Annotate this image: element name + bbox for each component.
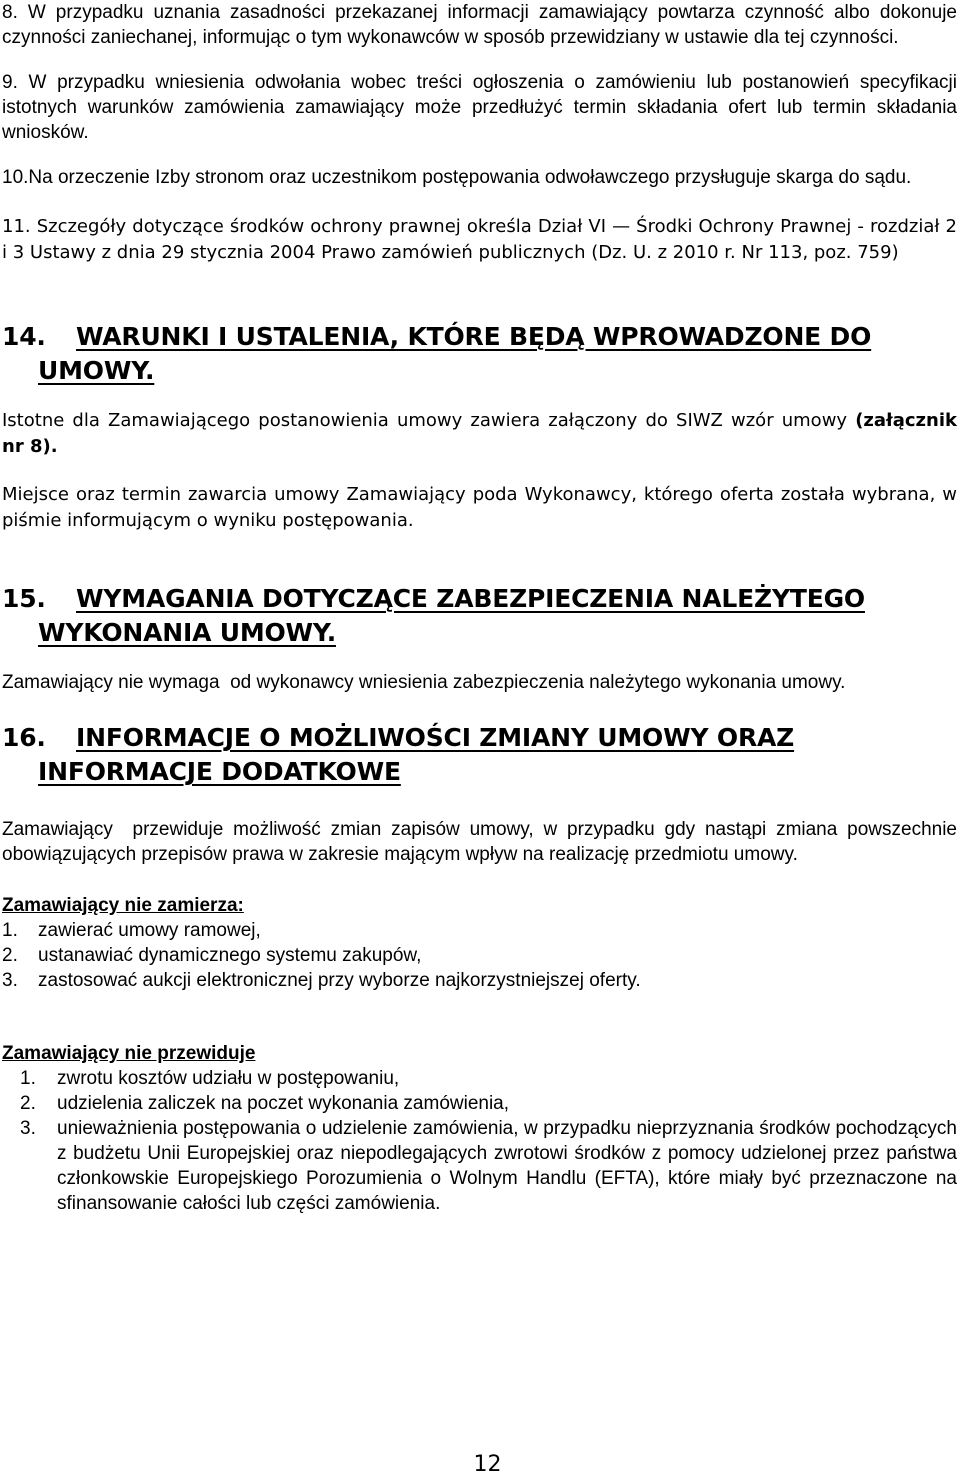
- document-page: [2, 0, 963, 1216]
- section-15-title-line1: WYMAGANIA DOTYCZĄCE ZABEZPIECZENIA NALEŻYTEGO: [76, 584, 865, 613]
- list-item: [2, 943, 957, 968]
- section-16-paragraph: Zamawiający przewiduje możliwość zmian zapisów umowy, w przypadku gdy nastąpi zmiana powszechnie obowiązujących przepisów prawa w zakresie mającym wpływ na realizację przedmiotu umowy.: [2, 819, 963, 865]
- section-14-paragraph-2: Miejsce oraz termin zawarcia umowy Zamawiający poda Wykonawcy, którego oferta została wybrana, w piśmie informującym o wyniku postępowania.: [2, 484, 957, 531]
- not-foresee-label: [2, 1041, 957, 1066]
- paragraph-item-10: 10.Na orzeczenie Izby stronom oraz uczestnikom postępowania odwoławczego przysługuje skarga do sądu.: [2, 167, 912, 188]
- list-item-number: 1.: [20, 1068, 36, 1089]
- list-item-text: zastosować aukcji elektronicznej przy wyborze najkorzystniejszej oferty.: [38, 970, 641, 991]
- section-16-number: 16.: [2, 723, 46, 752]
- not-intend-label-text: Zamawiający nie zamierza:: [2, 895, 244, 916]
- section-15-title-line2: WYKONANIA UMOWY.: [38, 618, 336, 647]
- paragraph-item-8: 8. W przypadku uznania zasadności przekazanej informacji zamawiający powtarza czynność albo dokonuje czynności zaniechanej, informując o tym wykonawców w sposób przewidziany w ustawie dla tej czynności.: [2, 2, 957, 48]
- list-item-text: unieważnienia postępowania o udzielenie zamówienia, w przypadku nieprzyznania środków pochodzących z budżetu Unii Europejskiej oraz niepodlegających zwrotowi środków z pomocy udzielonej przez państwa członkowskie Europejskiego Porozumienia o Wolnym Handlu (EFTA), które miały być przeznaczone na sfinansowanie całości lub części zamówienia.: [57, 1118, 957, 1214]
- not-foresee-label-text: Zamawiający nie przewiduje: [2, 1043, 256, 1064]
- list-item: [2, 1066, 957, 1091]
- section-15-number: 15.: [2, 584, 46, 613]
- list-item-number: 2.: [2, 945, 18, 966]
- list-item: [2, 968, 957, 993]
- section-14-para1-bold: (załącznik nr 8).: [2, 410, 957, 457]
- list-item: [2, 1091, 957, 1116]
- list-item-text: ustanawiać dynamicznego systemu zakupów,: [38, 945, 422, 966]
- list-item-number: 3.: [2, 970, 18, 991]
- list-item-text: zwrotu kosztów udziału w postępowaniu,: [57, 1068, 400, 1089]
- section-14-para1-text: Istotne dla Zamawiającego postanowienia umowy zawiera załączony do SIWZ wzór umowy: [2, 410, 848, 431]
- paragraph-item-11: 11. Szczegóły dotyczące środków ochrony prawnej określa Dział VI — Środki Ochrony Prawnej - rozdział 2 i 3 Ustawy z dnia 29 stycznia 2004 Prawo zamówień publicznych (Dz. U. z 2010 r. Nr 113, poz. 759): [2, 216, 957, 263]
- section-14-paragraph-1: [2, 408, 957, 460]
- list-item-number: 3.: [20, 1118, 36, 1139]
- section-15-heading: [2, 582, 957, 650]
- page-number: 12: [473, 1452, 502, 1477]
- not-intend-label: [2, 893, 957, 918]
- list-item-number: 1.: [2, 920, 18, 941]
- section-14-title-line1: WARUNKI I USTALENIA, KTÓRE BĘDĄ WPROWADZONE DO: [76, 322, 872, 351]
- list-item-text: udzielenia zaliczek na poczet wykonania zamówienia,: [57, 1093, 510, 1114]
- section-16-title-line1: INFORMACJE O MOŻLIWOŚCI ZMIANY UMOWY ORAZ: [76, 723, 795, 752]
- section-14-number: 14.: [2, 322, 46, 351]
- paragraph-item-9: 9. W przypadku wniesienia odwołania wobec treści ogłoszenia o zamówieniu lub postanowień specyfikacji istotnych warunków zamówienia zamawiający może przedłużyć termin składania ofert lub termin składania wniosków.: [2, 72, 957, 143]
- not-intend-list: [2, 918, 957, 993]
- section-15-paragraph: Zamawiający nie wymaga od wykonawcy wniesienia zabezpieczenia należytego wykonania umowy.: [2, 672, 846, 693]
- not-foresee-list: [2, 1066, 957, 1216]
- section-16-title-line2: INFORMACJE DODATKOWE: [38, 757, 401, 786]
- section-14-title-line2: UMOWY.: [38, 356, 155, 385]
- list-item-text: zawierać umowy ramowej,: [38, 920, 261, 941]
- list-item: [2, 918, 957, 943]
- section-14-heading: [2, 320, 957, 388]
- section-16-heading: [2, 721, 957, 789]
- list-item-number: 2.: [20, 1093, 36, 1114]
- list-item: [2, 1116, 957, 1216]
